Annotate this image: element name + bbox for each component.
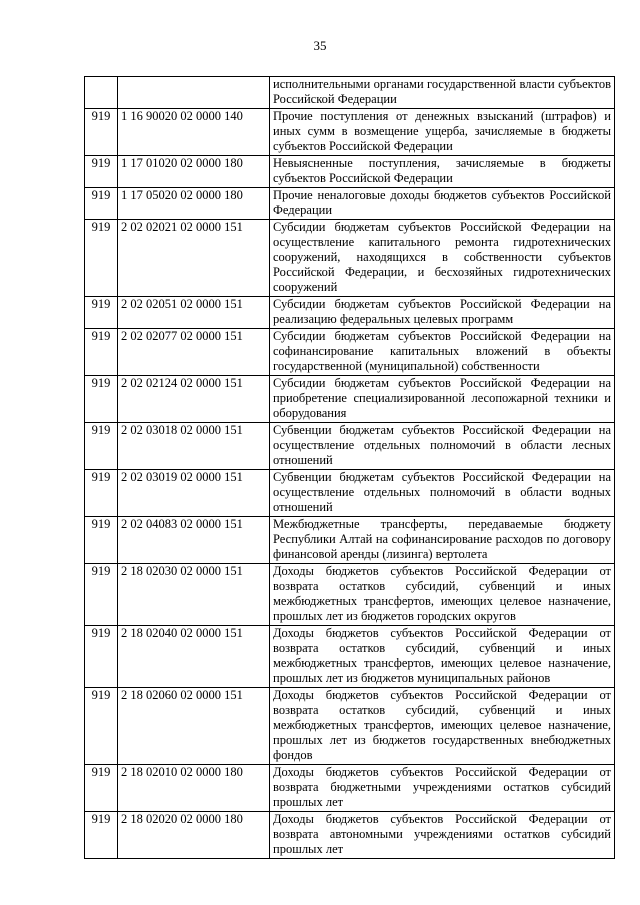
table-row bbox=[85, 220, 615, 297]
admin-code-cell: 919 bbox=[85, 688, 118, 765]
revenue-name-cell: Доходы бюджетов субъектов Российской Федерации от возврата остатков субсидий, субвенций и иных межбюджетных трансфертов, имеющих целевое назначение, прошлых лет из бюджетов муниципальных районов bbox=[270, 626, 615, 688]
admin-code-cell: 919 bbox=[85, 109, 118, 156]
table-row bbox=[85, 329, 615, 376]
admin-code-cell: 919 bbox=[85, 188, 118, 220]
revenue-name-cell: Субсидии бюджетам субъектов Российской Федерации на приобретение специализированной лесопожарной техники и оборудования bbox=[270, 376, 615, 423]
admin-code-cell: 919 bbox=[85, 156, 118, 188]
admin-code-cell: 919 bbox=[85, 765, 118, 812]
table-row bbox=[85, 470, 615, 517]
revenue-name-cell: Субсидии бюджетам субъектов Российской Федерации на осуществление капитального ремонта гидротехнических сооружений, находящихся в собственности субъектов Российской Федерации, и бесхозяйных гидротехнических сооружений bbox=[270, 220, 615, 297]
budget-code-cell: 2 02 02021 02 0000 151 bbox=[118, 220, 270, 297]
table-row bbox=[85, 517, 615, 564]
budget-code-cell: 2 02 02077 02 0000 151 bbox=[118, 329, 270, 376]
admin-code-cell: 919 bbox=[85, 220, 118, 297]
budget-code-cell: 2 02 03018 02 0000 151 bbox=[118, 423, 270, 470]
table-row bbox=[85, 297, 615, 329]
admin-code-cell: 919 bbox=[85, 517, 118, 564]
page-number: 35 bbox=[313, 38, 327, 53]
table-row bbox=[85, 376, 615, 423]
budget-code-cell: 2 18 02020 02 0000 180 bbox=[118, 812, 270, 859]
budget-code-cell bbox=[118, 77, 270, 109]
revenue-name-cell: Межбюджетные трансферты, передаваемые бюджету Республики Алтай на софинансирование расходов по договору финансовой аренды (лизинга) вертолета bbox=[270, 517, 615, 564]
table-row bbox=[85, 812, 615, 859]
budget-code-cell: 2 02 03019 02 0000 151 bbox=[118, 470, 270, 517]
table-row bbox=[85, 626, 615, 688]
budget-code-cell: 2 02 02051 02 0000 151 bbox=[118, 297, 270, 329]
budget-code-cell: 2 02 02124 02 0000 151 bbox=[118, 376, 270, 423]
revenue-name-cell: исполнительными органами государственной власти субъектов Российской Федерации bbox=[270, 77, 615, 109]
budget-code-cell: 1 17 05020 02 0000 180 bbox=[118, 188, 270, 220]
budget-code-cell: 2 18 02010 02 0000 180 bbox=[118, 765, 270, 812]
table-body bbox=[85, 77, 615, 859]
budget-code-cell: 2 18 02030 02 0000 151 bbox=[118, 564, 270, 626]
table-row bbox=[85, 564, 615, 626]
revenue-name-cell: Доходы бюджетов субъектов Российской Федерации от возврата автономными учреждениями остатков субсидий прошлых лет bbox=[270, 812, 615, 859]
table-row bbox=[85, 423, 615, 470]
table-row bbox=[85, 109, 615, 156]
budget-code-cell: 1 17 01020 02 0000 180 bbox=[118, 156, 270, 188]
budget-code-cell: 2 02 04083 02 0000 151 bbox=[118, 517, 270, 564]
revenue-name-cell: Невыясненные поступления, зачисляемые в бюджеты субъектов Российской Федерации bbox=[270, 156, 615, 188]
admin-code-cell: 919 bbox=[85, 470, 118, 517]
budget-code-cell: 2 18 02060 02 0000 151 bbox=[118, 688, 270, 765]
revenue-name-cell: Субсидии бюджетам субъектов Российской Федерации на реализацию федеральных целевых программ bbox=[270, 297, 615, 329]
revenue-name-cell: Доходы бюджетов субъектов Российской Федерации от возврата остатков субсидий, субвенций и иных межбюджетных трансфертов, имеющих целевое назначение, прошлых лет из бюджетов государственных внебюджетных фондов bbox=[270, 688, 615, 765]
table-row bbox=[85, 188, 615, 220]
admin-code-cell: 919 bbox=[85, 812, 118, 859]
revenue-name-cell: Прочие неналоговые доходы бюджетов субъектов Российской Федерации bbox=[270, 188, 615, 220]
budget-code-cell: 1 16 90020 02 0000 140 bbox=[118, 109, 270, 156]
revenue-codes-table bbox=[84, 76, 615, 859]
budget-code-cell: 2 18 02040 02 0000 151 bbox=[118, 626, 270, 688]
admin-code-cell bbox=[85, 77, 118, 109]
admin-code-cell: 919 bbox=[85, 297, 118, 329]
table-row bbox=[85, 688, 615, 765]
revenue-name-cell: Прочие поступления от денежных взысканий (штрафов) и иных сумм в возмещение ущерба, зачисляемые в бюджеты субъектов Российской Федерации bbox=[270, 109, 615, 156]
admin-code-cell: 919 bbox=[85, 423, 118, 470]
revenue-name-cell: Доходы бюджетов субъектов Российской Федерации от возврата остатков субсидий, субвенций и иных межбюджетных трансфертов, имеющих целевое назначение, прошлых лет из бюджетов городских округов bbox=[270, 564, 615, 626]
admin-code-cell: 919 bbox=[85, 376, 118, 423]
table-row bbox=[85, 77, 615, 109]
table-row bbox=[85, 765, 615, 812]
revenue-name-cell: Субвенции бюджетам субъектов Российской Федерации на осуществление отдельных полномочий в области лесных отношений bbox=[270, 423, 615, 470]
table-row bbox=[85, 156, 615, 188]
revenue-name-cell: Субсидии бюджетам субъектов Российской Федерации на софинансирование капитальных вложений в объекты государственной (муниципальной) собственности bbox=[270, 329, 615, 376]
admin-code-cell: 919 bbox=[85, 329, 118, 376]
revenue-name-cell: Субвенции бюджетам субъектов Российской Федерации на осуществление отдельных полномочий в области водных отношений bbox=[270, 470, 615, 517]
revenue-name-cell: Доходы бюджетов субъектов Российской Федерации от возврата бюджетными учреждениями остатков субсидий прошлых лет bbox=[270, 765, 615, 812]
admin-code-cell: 919 bbox=[85, 564, 118, 626]
admin-code-cell: 919 bbox=[85, 626, 118, 688]
